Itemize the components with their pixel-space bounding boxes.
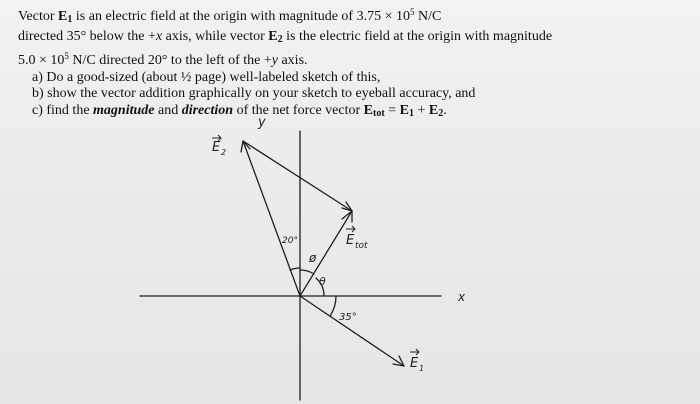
axis-variable: y xyxy=(271,53,278,68)
angle-arc-35 xyxy=(330,296,336,316)
text-span: N/C directed 20° to the left of the + xyxy=(68,53,272,68)
exponent: 5 xyxy=(409,7,415,17)
text-span: 5.0 × 10 xyxy=(18,53,65,68)
vector-e1-shifted-arrowhead xyxy=(342,202,352,211)
angle-theta-label: θ xyxy=(319,275,326,288)
text-span: axis. xyxy=(277,53,308,68)
vector-e2-symbol: E xyxy=(428,102,439,118)
text-span: Vector xyxy=(18,9,59,24)
y-axis-label: y xyxy=(258,115,266,130)
text-span: is an electric field at the origin with magnitude of 3.75 × 10 xyxy=(72,9,410,24)
sketch-labels xyxy=(212,115,466,373)
vector-e2-symbol: E xyxy=(268,28,278,44)
text-span: of the net force vector xyxy=(233,102,364,118)
angle-35-label: 35° xyxy=(339,312,357,323)
subscript: 2 xyxy=(438,107,444,119)
vector-e2-line xyxy=(243,141,300,296)
e2-label-subscript: 2 xyxy=(221,148,227,157)
text-span: = xyxy=(384,102,400,118)
e2-label: E xyxy=(212,140,221,155)
subscript: 2 xyxy=(277,33,283,45)
etot-vector-arrow-mark xyxy=(346,226,355,232)
vector-e1-line xyxy=(300,296,404,366)
text-span: axis, while vector xyxy=(162,28,269,44)
part-b: b) show the vector addition graphically on your sketch to eyeball accuracy, and xyxy=(32,86,476,101)
angle-arc-20 xyxy=(290,268,300,270)
etot-label-subscript: tot xyxy=(355,241,368,251)
angle-20-label: 20° xyxy=(282,236,298,246)
subscript: 1 xyxy=(408,107,414,119)
vector-e1-symbol: E xyxy=(58,9,68,24)
text-span: and xyxy=(154,102,182,118)
e1-label: E xyxy=(410,356,419,371)
e1-label-subscript: 1 xyxy=(419,364,425,373)
text-span: is the electric field at the origin with magnitude xyxy=(282,28,553,44)
subscript: 1 xyxy=(67,14,73,25)
e1-vector-arrow-mark xyxy=(410,349,419,355)
etot-label: E xyxy=(346,233,355,248)
vector-etot-line xyxy=(300,211,352,296)
exponent: 5 xyxy=(64,51,69,61)
angle-arc-phi xyxy=(300,270,314,274)
text-span: . xyxy=(443,102,447,118)
angle-phi-label: ø xyxy=(309,251,317,265)
text-span: N/C xyxy=(414,9,442,24)
part-a: a) Do a good-sized (about ½ page) well-labeled sketch of this, xyxy=(32,69,381,85)
emphasis-direction: direction xyxy=(181,102,234,118)
vector-e1-symbol: E xyxy=(399,102,409,118)
vector-etot-symbol: E xyxy=(363,102,374,118)
text-span: c) find the xyxy=(32,102,94,118)
vector-e1-shifted-line xyxy=(243,141,352,211)
x-axis-label: x xyxy=(458,290,466,304)
text-span: + xyxy=(413,102,429,118)
subscript: tot xyxy=(373,107,385,119)
emphasis-magnitude: magnitude xyxy=(93,102,155,118)
axis-variable: x xyxy=(155,28,163,44)
text-span: directed 35° below the + xyxy=(18,28,156,44)
